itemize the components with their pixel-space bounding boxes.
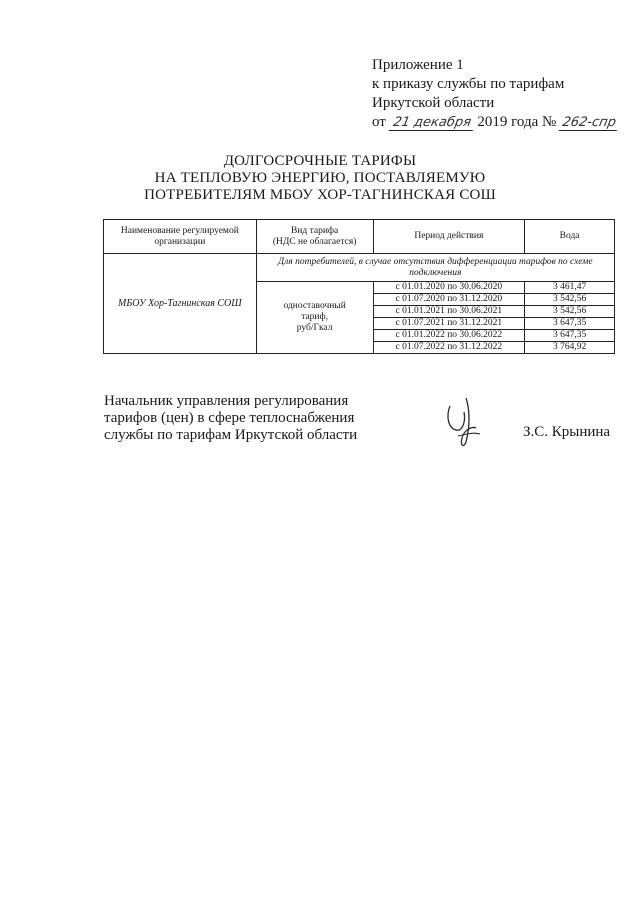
position-line-1: Начальник управления регулирования (104, 393, 349, 409)
signatory-position (104, 393, 357, 444)
period-cell: с 01.01.2021 по 30.06.2021 (373, 306, 525, 318)
appendix-date-line (372, 113, 618, 132)
title-line-3: ПОТРЕБИТЕЛЯМ МБОУ ХОР-ТАГНИНСКАЯ СОШ (144, 187, 496, 203)
value-cell: 3 461,47 (525, 282, 615, 294)
note-cell: Для потребителей, в случае отсутствия дифференциации тарифов по схеме подключения (256, 254, 614, 282)
value-cell: 3 542,56 (525, 306, 615, 318)
period-cell: с 01.07.2020 по 31.12.2020 (373, 294, 525, 306)
header-org: Наименование регулируемой организации (104, 220, 257, 254)
appendix-order-ref: к приказу службы по тарифам (372, 76, 565, 92)
tariff-desc-line2: тариф, (301, 312, 329, 322)
value-cell: 3 542,56 (525, 294, 615, 306)
handwritten-date: 21 декабря (388, 116, 475, 131)
header-period: Период действия (373, 220, 525, 254)
period-cell: с 01.01.2022 по 30.06.2022 (373, 330, 525, 342)
table-header-row (104, 220, 615, 254)
header-tariff-type-line2: (НДС не облагается) (272, 236, 357, 247)
handwritten-order-number: 262-спр (559, 116, 620, 131)
header-tariff-type (256, 220, 373, 254)
org-name-cell: МБОУ Хор-Тагнинская СОШ (104, 254, 257, 354)
period-cell: с 01.07.2021 по 31.12.2021 (373, 318, 525, 330)
value-cell: 3 647,35 (525, 330, 615, 342)
title-line-2: НА ТЕПЛОВУЮ ЭНЕРГИЮ, ПОСТАВЛЯЕМУЮ (154, 170, 486, 186)
value-cell: 3 647,35 (525, 318, 615, 330)
signer-name: З.С. Крынина (523, 424, 611, 440)
date-prefix: от (372, 114, 386, 130)
appendix-title: Приложение 1 (372, 57, 464, 73)
tariff-type-cell (256, 282, 373, 354)
position-line-2: тарифов (цен) в сфере теплоснабжения (104, 410, 355, 426)
tariff-table (103, 219, 615, 354)
table-note-row (104, 254, 615, 282)
document-title (0, 153, 640, 204)
handwritten-signature (436, 392, 492, 450)
period-cell: с 01.01.2020 по 30.06.2020 (373, 282, 525, 294)
appendix-region: Иркутской области (372, 95, 495, 111)
header-tariff-type-line1: Вид тарифа (290, 225, 339, 236)
year-text: 2019 года № (477, 114, 557, 130)
tariff-desc-line1: одноставочный (283, 301, 346, 311)
position-line-3: службы по тарифам Иркутской области (104, 427, 358, 443)
value-cell: 3 764,92 (525, 342, 615, 354)
header-water: Вода (525, 220, 615, 254)
tariff-desc-line3: руб/Гкал (296, 323, 333, 333)
period-cell: с 01.07.2022 по 31.12.2022 (373, 342, 525, 354)
title-line-1: ДОЛГОСРОЧНЫЕ ТАРИФЫ (223, 153, 417, 169)
appendix-block (372, 56, 618, 132)
